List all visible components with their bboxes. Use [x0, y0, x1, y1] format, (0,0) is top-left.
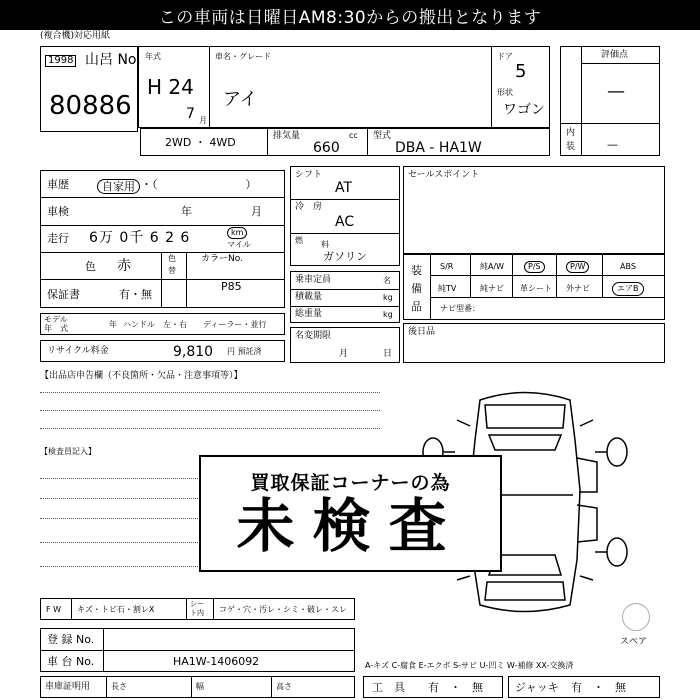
equipment-label-1: 装 [411, 264, 422, 277]
year-month: 7 [186, 106, 195, 122]
score-label: 評価点 [601, 50, 629, 60]
score-value: — [607, 81, 625, 102]
recycle-value: 9,810 [173, 344, 214, 360]
fuel-label-2: 料 [321, 240, 329, 249]
shape-value: ワゴン [503, 102, 545, 118]
capacity-label-1: 積載量 [295, 292, 323, 302]
inspection-year: 年 [181, 205, 192, 218]
unchecked-stamp [199, 455, 502, 572]
sales-point-label: セールスポイント [408, 170, 480, 180]
doors-label: ドア [497, 52, 513, 61]
color-label: 色 [85, 260, 96, 273]
car-name: アイ [223, 89, 258, 110]
jack-value: 有 ・ 無 [571, 681, 626, 694]
capacity-unit-0: 名 [383, 276, 391, 285]
year-label: 年式 [145, 52, 161, 61]
recycle-row [40, 340, 285, 362]
fw-label: F W [46, 605, 62, 614]
declaration-label: 【出品店申告欄（不良箇所・欠品・注意事項等）】 [40, 371, 243, 381]
model-year-year: 年 [109, 320, 117, 329]
interior-label-2: 装 [566, 142, 576, 152]
form-header: (複合機)対応用紙 [40, 31, 111, 41]
vehicle-info-box [138, 46, 550, 128]
model-year-label-2: 年 式 [44, 324, 68, 333]
spare-label: スペア [620, 637, 648, 647]
equip-leather: 革シート [520, 284, 552, 293]
lot-box [40, 46, 141, 132]
tools-value: 有 ・ 無 [428, 681, 483, 694]
fw-text: キズ・トビ石・割レX [77, 605, 155, 614]
shift-value: AT [335, 180, 353, 196]
displacement-unit: cc [349, 131, 358, 140]
equip-ps: P/S [524, 261, 545, 273]
month-unit: 月 [199, 116, 207, 125]
jack-label: ジャッキ [515, 681, 559, 694]
color-no-label: カラーNo. [201, 254, 243, 264]
displacement-label: 排気量 [273, 131, 301, 141]
mileage-value: 6万 0千 6 2 6 [89, 230, 191, 246]
capacity-label-0: 乗車定員 [295, 275, 332, 285]
sales-point-box [403, 166, 665, 254]
mileage-mile: マイル [227, 240, 251, 249]
mileage-label: 走行 [47, 232, 69, 245]
year-era: H 24 [147, 75, 194, 99]
cert-height: 高さ [276, 682, 292, 691]
cert-row [40, 676, 355, 698]
fuel-label-1: 燃 [295, 236, 303, 245]
equip-abs: ABS [620, 262, 636, 271]
name-change-block [290, 327, 400, 363]
inspection-month: 月 [251, 205, 262, 218]
equipment-box [403, 254, 665, 320]
color-change-2: 替 [168, 266, 176, 275]
model-year-dealer: ディーラー・並行 [203, 320, 267, 329]
capacity-label-2: 総重量 [295, 309, 323, 319]
stamp-main: 未検査 [236, 492, 465, 560]
seat-label-1: シー [190, 600, 204, 608]
tools-row [363, 676, 503, 698]
inspector-label: 【検査員記入】 [40, 447, 96, 456]
equipment-label-3: 品 [411, 300, 422, 313]
equip-aw: 純A/W [480, 262, 505, 271]
shape-label: 形状 [497, 88, 513, 97]
fuel-value: ガソリン [323, 250, 367, 263]
capacity-unit-1: kg [383, 293, 393, 302]
model-year-row [40, 313, 285, 335]
chassis-label: 車 台 No. [47, 655, 95, 668]
cert-width: 幅 [196, 682, 204, 691]
lot-label: 山呂 No. [85, 52, 141, 68]
equip-sr: S/R [440, 262, 454, 271]
color-change-1: 色 [168, 254, 176, 263]
recycle-label: リサイクル料金 [47, 346, 109, 356]
model-year-label-1: モデル [44, 315, 68, 324]
recycle-unit: 円 預託済 [227, 347, 262, 356]
score-box [560, 46, 660, 156]
header-banner: この車両は日曜日AM8:30からの搬出となります [0, 0, 700, 30]
warranty-label: 保証書 [47, 288, 80, 301]
registration-block [40, 628, 355, 672]
model-year-handle: ハンドル 左・右 [123, 320, 187, 329]
equip-navi: 純ナビ [480, 284, 504, 293]
ac-label: 冷 房 [295, 202, 323, 212]
ac-value: AC [335, 214, 355, 230]
interior-label-1: 内 [566, 128, 576, 138]
fw-row [40, 598, 355, 620]
warranty-value: 有・無 [119, 288, 152, 301]
displacement-value: 660 [313, 140, 340, 156]
history-value: 自家用 [97, 179, 140, 194]
equip-airbag: エアB [612, 282, 644, 296]
capacity-block [290, 271, 400, 323]
spare-tire-icon [622, 603, 650, 631]
damage-legend: A-キズ C-腐食 E-エクボ S-サビ U-凹ミ W-補修 XX-交換済 [365, 661, 574, 670]
capacity-unit-2: kg [383, 310, 393, 319]
history-rest: ・（ ） [141, 178, 257, 191]
stamp-title: 買取保証コーナーの為 [250, 472, 451, 494]
equip-pw: P/W [566, 261, 589, 273]
cert-label: 車庫証明用 [45, 682, 91, 692]
name-change-day: 日 [383, 349, 393, 359]
equip-ext-navi: 外ナビ [566, 284, 590, 293]
mileage-km: km [227, 227, 247, 239]
drive-row [140, 128, 550, 156]
color-no-value: P85 [221, 280, 242, 293]
shift-label: シフト [295, 170, 323, 180]
interior-value: — [607, 138, 618, 151]
cert-length: 長さ [111, 682, 127, 691]
name-change-label: 名変期限 [295, 331, 332, 341]
name-change-month: 月 [339, 349, 349, 359]
equip-navi-model: ナビ型番： [440, 304, 480, 313]
history-label: 車歴 [47, 178, 69, 191]
post-date-label: 後日品 [408, 327, 436, 337]
registration-label: 登 録 No. [47, 633, 95, 646]
tools-label: 工 具 [372, 681, 405, 694]
lot-prefix: 1998 [45, 55, 76, 67]
seat-text: コゲ・穴・汚レ・シミ・破レ・スレ [219, 605, 347, 614]
model-value: DBA - HA1W [395, 140, 482, 156]
chassis-value: HA1W-1406092 [173, 655, 260, 668]
drive-value: 2WD ・ 4WD [165, 136, 236, 149]
equip-tv: 純TV [438, 284, 457, 293]
seat-label-2: ト内 [190, 609, 204, 617]
lot-number: 80886 [49, 91, 132, 121]
history-block [40, 170, 285, 308]
model-label: 型式 [373, 131, 392, 141]
color-value: 赤 [117, 258, 131, 274]
inspection-label: 車検 [47, 205, 69, 218]
name-label: 車名・グレード [215, 52, 271, 61]
jack-row [508, 676, 660, 698]
shift-block [290, 166, 400, 266]
equipment-label-2: 備 [411, 282, 422, 295]
doors-value: 5 [515, 61, 527, 82]
post-date-box [403, 323, 665, 363]
